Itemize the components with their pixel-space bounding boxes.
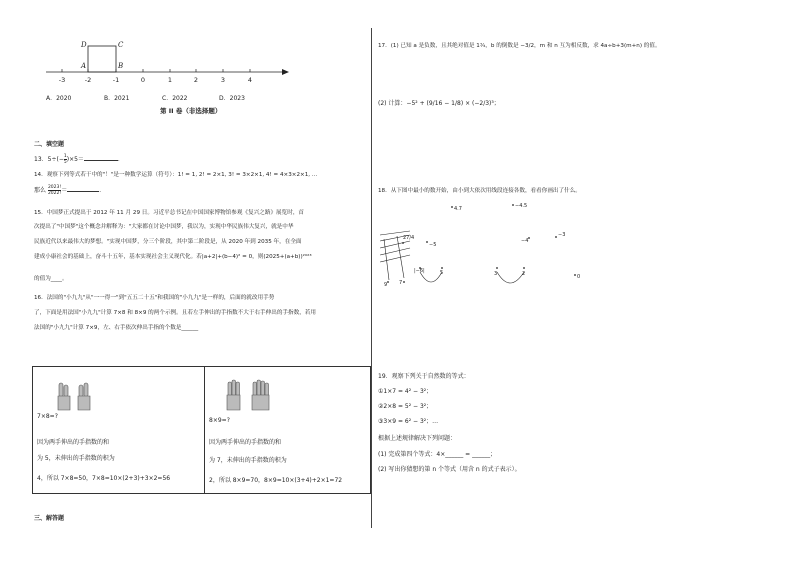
box2-text: 2，所以 8×9=70，8×9=10×(3+4)+2×1=72	[209, 477, 343, 484]
hand-gesture-icon	[55, 381, 95, 417]
examples-table	[32, 366, 371, 494]
q15-line: 民族近代以来最伟大的梦想。"实现中国梦，分三个阶段，其中第二阶段是，从 2020 年到 2035 年，在全面	[34, 239, 302, 245]
choice-d: D．2023	[219, 95, 245, 102]
tick-label: -1	[112, 76, 120, 84]
q15-line: 15．中国梦正式提出于 2012 年 11 月 29 日。习近平总书记在中国国家博物馆参观《复兴之路》展览时，首	[34, 210, 305, 216]
q16-line: 16．法国的"小九九"从"一一得一"到"五五二十五"和我国的"小九九"是一样的，后面的就改用手势	[34, 295, 275, 301]
q19-sub1: (1) 完成第四个等式：4×______ = ______；	[378, 451, 497, 458]
question-14-line2: 那么 $\frac{2023!}{2022!}$ ＝ ．	[34, 185, 106, 196]
q14-answer-blank[interactable]	[67, 186, 99, 192]
section-answer: 三、解答题	[34, 515, 65, 522]
q19-prompt: 根据上述规律解决下列问题：	[378, 435, 457, 442]
q15-line: 的值为____。	[34, 276, 68, 282]
point-label: 0	[577, 274, 581, 280]
point-label: 27/4	[403, 235, 415, 241]
q13-answer-blank[interactable]	[84, 155, 118, 161]
q13-fraction: $\frac{1}{5}$	[63, 154, 67, 165]
box1-expression: 7×8=?	[37, 413, 58, 420]
q13-prefix: 13．	[34, 156, 48, 163]
q19-title: 19．观察下列关于自然数的等式：	[378, 373, 470, 380]
tick-label: 3	[220, 76, 226, 84]
box1-text: 为 5，未伸出的手指数的积为	[37, 455, 115, 462]
q18-number-figure	[380, 198, 610, 290]
hand-gesture-icon	[225, 379, 275, 419]
label-a: A	[81, 62, 87, 70]
box2-text: 因为两手伸出的手指数的和	[209, 439, 282, 446]
q19-equation: ①1×7 = 4² − 3²；	[378, 388, 433, 395]
square-abcd	[88, 46, 116, 72]
choice-b: B．2021	[104, 95, 130, 102]
box1-text: 因为两手伸出的手指数的和	[37, 439, 110, 446]
point-label: 2	[522, 271, 526, 277]
point-label: −4	[521, 238, 529, 244]
tick-label: 2	[193, 76, 199, 84]
q14-fraction: $\frac{2023!}{2022!}$	[47, 185, 62, 196]
q18-title: 18．从下图中最小的数开始，由小到大依次用线段连接各数，看看你画出了什么。	[378, 188, 581, 194]
q17-part2: (2) 计算：−5² + (9/16 − 1/8) × (−2/3)³；	[378, 100, 500, 107]
question-14-line1: 14．观察下列等式若干中的"！"是一种数学运算（符号）：1! = 1, 2! = 2×1, 3! = 3×2×1, 4! = 4×3×2×1, ...	[34, 172, 318, 178]
q16-line: 法国的"小九九"计算 7×9，左、右手依次伸出手指的个数是______	[34, 325, 199, 331]
q15-line: 次提出了"中国梦"这个概念并解释为："大家都在讨论中国梦，我以为，实现中华民族伟大复兴，就是中华	[34, 224, 294, 230]
point-label: 5	[440, 270, 444, 276]
choice-c: C．2022	[162, 95, 188, 102]
q15-line: 建成小康社会的基础上，奋斗十五年，基本实现社会主义现代化。若|a+2|+(b−4)² = 0，则(2025+(a+b))²⁰²³	[34, 254, 312, 260]
box2-text: 为 7，未伸出的手指数的积为	[209, 457, 287, 464]
question-13: 13．5÷(− $\frac{1}{5}$ )×5＝ ．	[34, 154, 124, 165]
point-label: 7	[399, 280, 403, 286]
label-b: B	[118, 62, 124, 70]
point-label: −3	[558, 232, 566, 238]
point-label: −5	[429, 242, 437, 248]
point-label: 9	[384, 282, 388, 288]
box1-text: 4，所以 7×8=50，7×8=10×(2+3)+3×2=56	[37, 475, 171, 482]
box2-expression: 8×9=?	[209, 417, 230, 424]
choice-a: A．2020	[46, 95, 72, 102]
tick-label: 0	[140, 76, 146, 84]
tick-label: -2	[84, 76, 92, 84]
point-label: 3	[494, 271, 498, 277]
label-d: D	[81, 41, 87, 49]
section-fill-blank: 二、填空题	[34, 141, 65, 148]
point-label: −4.5	[515, 203, 528, 209]
q19-equation: ②2×8 = 5² − 3²；	[378, 403, 433, 410]
table-divider	[204, 367, 205, 493]
q19-equation: ③3×9 = 6² − 3²；…	[378, 418, 439, 425]
q17-part1: 17．(1) 已知 a 是负数，且其绝对值是 1¾，b 的倒数是 −3/2，m 和 n 互为相反数，求 4a÷b+3(m+n) 的值。	[378, 43, 661, 49]
tick-label: 1	[167, 76, 173, 84]
tick-label: -3	[58, 76, 66, 84]
column-divider	[371, 28, 372, 528]
number-line-figure	[44, 36, 294, 92]
tick-label: 4	[247, 76, 253, 84]
q19-sub2: (2) 写出你猜想的第 n 个等式（用含 n 的式子表示）。	[378, 466, 521, 473]
label-c: C	[118, 41, 124, 49]
point-label: |−6|	[414, 268, 425, 274]
point-label: 4.7	[454, 206, 462, 212]
q16-line: 了，下面是用法国"小九九"计算 7×8 和 8×9 的两个示例。且若左手伸出的手指数不大于右手伸出的手指数，若用	[34, 310, 316, 316]
part-title: 第 II 卷（非选择题）	[160, 107, 222, 115]
